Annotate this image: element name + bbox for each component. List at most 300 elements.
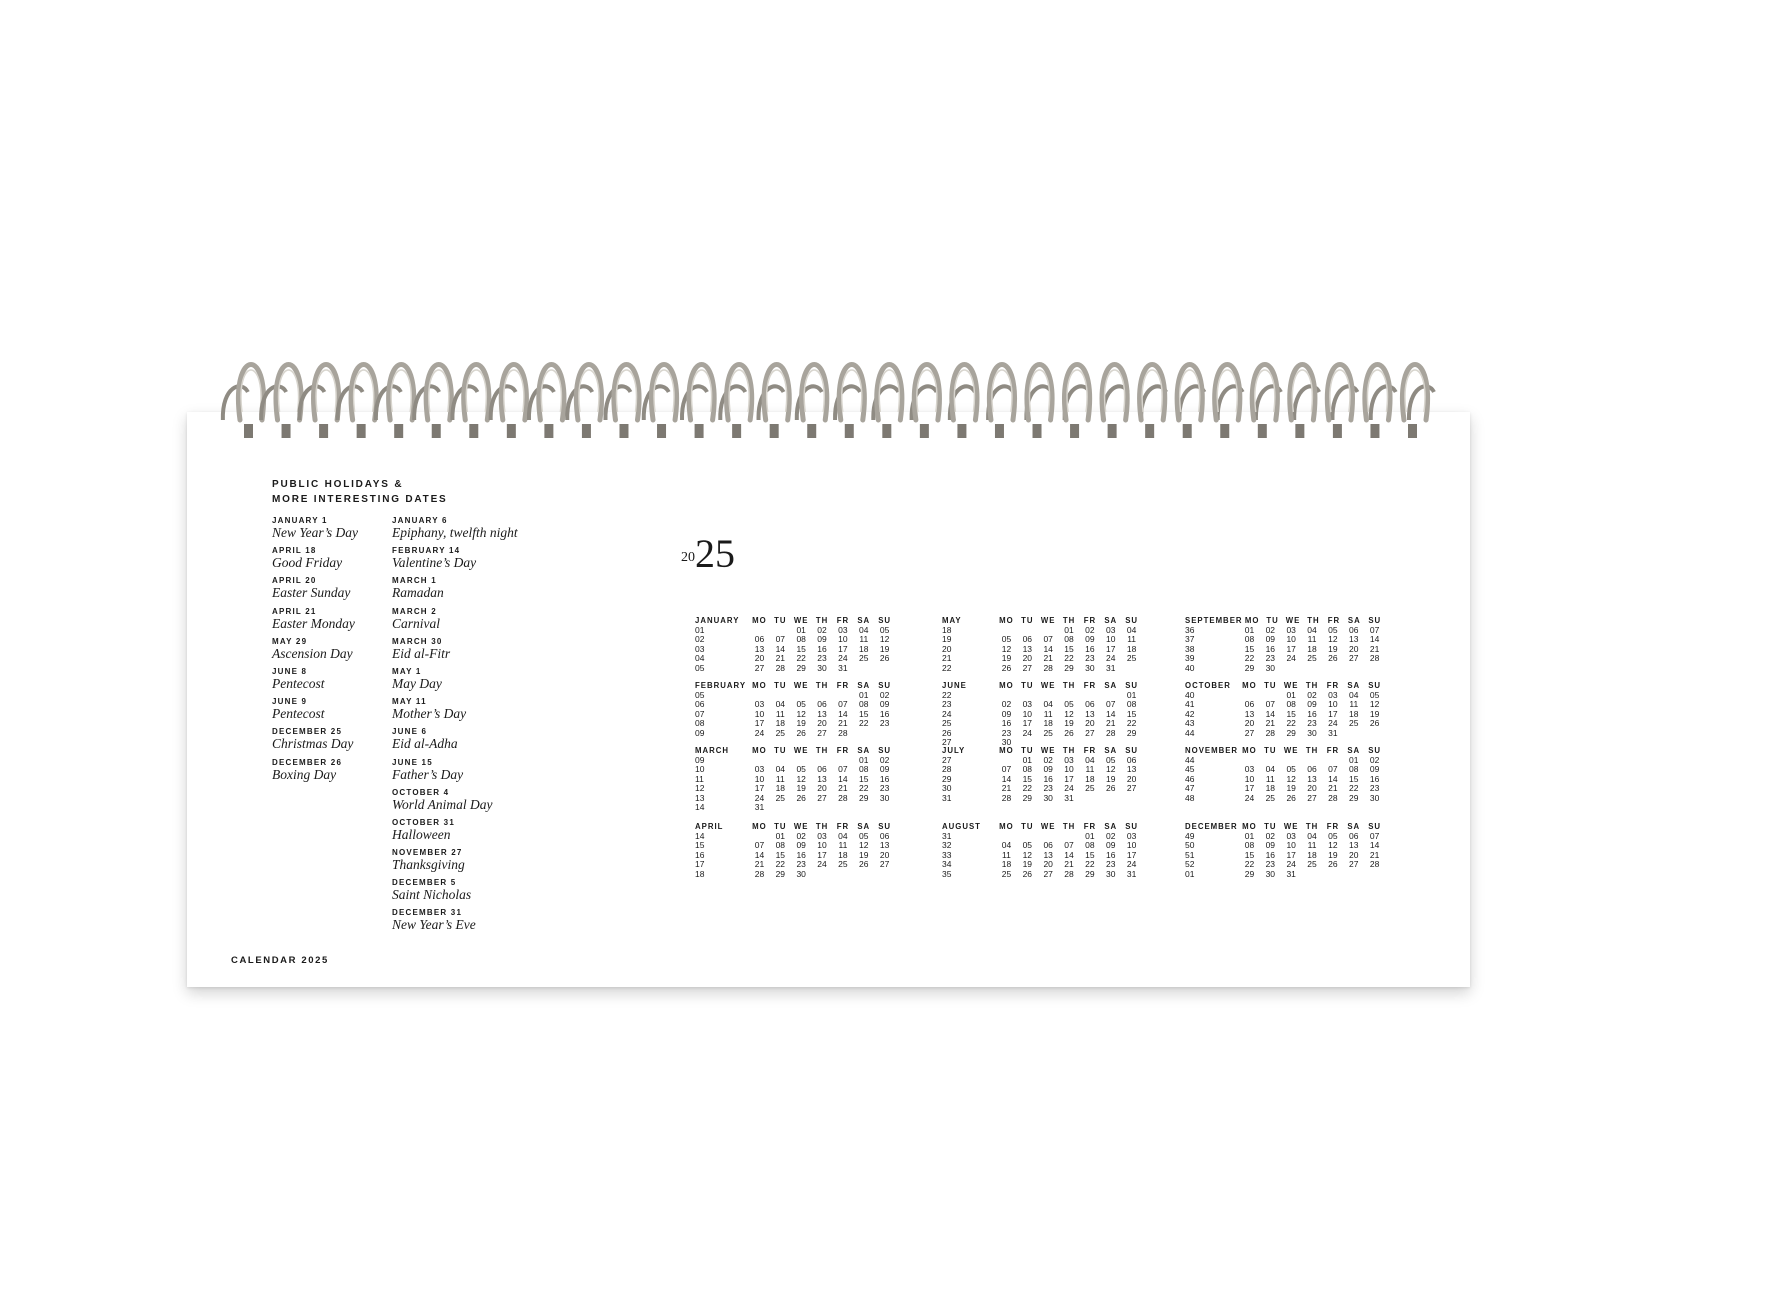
day-number: 22 bbox=[1126, 718, 1137, 728]
day-number: 08 bbox=[859, 699, 869, 709]
day-number: 18 bbox=[1307, 849, 1317, 860]
day-number: 10 bbox=[1064, 764, 1074, 774]
week-row bbox=[1185, 729, 1385, 739]
holiday-name: Easter Monday bbox=[272, 615, 355, 631]
day-number: 15 bbox=[1244, 643, 1255, 654]
day-number: 06 bbox=[754, 634, 765, 644]
holiday-entry bbox=[392, 667, 518, 697]
day-number: 14 bbox=[838, 773, 848, 784]
week-number: 18 bbox=[695, 868, 705, 879]
day-number: 27 bbox=[1307, 792, 1317, 803]
week-number: 03 bbox=[695, 643, 705, 654]
weekday-label: TU bbox=[1021, 746, 1034, 755]
day-number: 19 bbox=[1286, 783, 1296, 793]
day-number: 11 bbox=[1002, 849, 1011, 860]
day-number: 01 bbox=[1244, 830, 1255, 841]
week-number: 09 bbox=[695, 727, 705, 738]
holiday-name: May Day bbox=[392, 675, 442, 691]
day-number: 15 bbox=[1085, 849, 1095, 860]
day-number: 24 bbox=[754, 727, 765, 738]
day-number: 17 bbox=[838, 643, 848, 654]
day-number: 20 bbox=[1022, 653, 1033, 663]
weekday-label: TU bbox=[1266, 616, 1279, 625]
holiday-name: Halloween bbox=[392, 826, 451, 842]
day-number: 15 bbox=[796, 643, 806, 654]
day-number: 05 bbox=[879, 624, 890, 635]
day-number: 13 bbox=[879, 840, 890, 850]
day-number: 30 bbox=[1106, 868, 1116, 879]
weekday-label: MO bbox=[999, 681, 1014, 690]
weekday-label: WE bbox=[793, 746, 809, 755]
weekday-label: FR bbox=[836, 616, 850, 625]
day-number: 25 bbox=[1085, 783, 1095, 793]
day-number: 09 bbox=[796, 840, 806, 850]
holiday-name: Eid al-Fitr bbox=[392, 645, 451, 661]
day-number: 29 bbox=[1064, 662, 1074, 673]
day-number: 12 bbox=[1022, 849, 1033, 860]
holiday-date: APRIL 21 bbox=[272, 606, 317, 616]
week-number: 43 bbox=[1185, 718, 1195, 728]
weekday-label: TH bbox=[1305, 822, 1319, 831]
weekday-label: SA bbox=[1104, 616, 1118, 625]
weekday-label: WE bbox=[1285, 616, 1301, 625]
day-number: 07 bbox=[1064, 840, 1074, 850]
weekday-label: TH bbox=[1062, 681, 1076, 690]
week-number: 42 bbox=[1185, 708, 1195, 719]
day-number: 12 bbox=[859, 840, 869, 850]
week-number: 05 bbox=[695, 689, 705, 700]
day-number bbox=[853, 803, 874, 813]
day-number: 29 bbox=[1244, 662, 1255, 673]
day-number: 08 bbox=[1349, 764, 1359, 774]
day-number: 26 bbox=[1328, 859, 1338, 869]
day-number: 04 bbox=[1265, 764, 1276, 774]
day-number: 15 bbox=[1064, 643, 1074, 654]
month-name: JANUARY bbox=[695, 616, 740, 625]
month-header-row bbox=[942, 681, 1142, 691]
holiday-date: DECEMBER 31 bbox=[392, 908, 463, 918]
weekday-label: SU bbox=[1368, 746, 1382, 755]
week-number: 28 bbox=[942, 764, 952, 774]
day-number: 19 bbox=[796, 783, 806, 793]
holiday-entry bbox=[392, 576, 518, 606]
holiday-name: Eid al-Adha bbox=[392, 736, 458, 752]
day-number: 22 bbox=[859, 783, 869, 793]
day-number: 31 bbox=[1286, 868, 1296, 879]
day-number: 30 bbox=[1307, 727, 1317, 738]
year-suffix: 25 bbox=[695, 531, 735, 576]
holidays-title-line2: MORE INTERESTING DATES bbox=[272, 494, 448, 505]
day-number: 21 bbox=[838, 718, 848, 728]
week-number: 17 bbox=[695, 859, 705, 869]
weekday-label: WE bbox=[1283, 681, 1299, 690]
week-number: 21 bbox=[942, 653, 952, 663]
week-row bbox=[1185, 664, 1385, 674]
holiday-name: Ascension Day bbox=[272, 645, 353, 661]
weekday-label: WE bbox=[1283, 822, 1299, 831]
day-number: 02 bbox=[1307, 689, 1317, 700]
day-number: 03 bbox=[1064, 754, 1074, 765]
weekday-label: TU bbox=[1021, 681, 1034, 690]
day-number: 18 bbox=[1085, 773, 1095, 784]
day-number: 25 bbox=[1307, 859, 1317, 869]
week-number: 35 bbox=[942, 868, 952, 879]
month-february bbox=[695, 681, 895, 738]
weekday-label: SA bbox=[1104, 822, 1118, 831]
weekday-label: TU bbox=[1021, 822, 1034, 831]
month-june bbox=[942, 681, 1142, 748]
weekday-label: TH bbox=[815, 822, 829, 831]
day-number: 01 bbox=[775, 830, 786, 841]
holiday-name: Pentecost bbox=[272, 675, 325, 691]
week-number: 44 bbox=[1185, 727, 1195, 738]
day-number bbox=[1364, 870, 1385, 880]
day-number: 18 bbox=[1126, 643, 1137, 654]
day-number: 28 bbox=[1328, 792, 1338, 803]
day-number: 04 bbox=[1349, 689, 1359, 700]
day-number: 15 bbox=[859, 773, 869, 784]
week-number: 16 bbox=[695, 849, 705, 860]
day-number: 02 bbox=[1001, 699, 1012, 709]
day-number bbox=[853, 870, 874, 880]
day-number: 14 bbox=[1043, 643, 1053, 654]
weekday-label: FR bbox=[836, 681, 850, 690]
day-number: 06 bbox=[817, 699, 827, 709]
week-number: 08 bbox=[695, 718, 705, 728]
weekday-label: SA bbox=[1347, 822, 1361, 831]
weekday-label: FR bbox=[1326, 822, 1340, 831]
day-number: 28 bbox=[775, 662, 786, 673]
day-number: 20 bbox=[879, 849, 890, 860]
day-number: 23 bbox=[1369, 783, 1380, 793]
holiday-date: JANUARY 1 bbox=[272, 516, 328, 525]
day-number: 10 bbox=[754, 708, 765, 719]
day-number: 03 bbox=[817, 830, 827, 841]
day-number: 12 bbox=[1369, 699, 1380, 709]
day-number: 27 bbox=[879, 859, 890, 869]
holiday-date: APRIL 20 bbox=[272, 576, 317, 586]
day-number: 28 bbox=[1369, 653, 1380, 663]
day-number: 08 bbox=[1244, 840, 1255, 850]
day-number: 10 bbox=[1126, 840, 1137, 850]
month-name: NOVEMBER bbox=[1185, 746, 1239, 755]
holiday-name: Father’s Day bbox=[392, 766, 464, 782]
day-number: 21 bbox=[1064, 859, 1074, 869]
week-number: 33 bbox=[942, 849, 952, 860]
day-number: 23 bbox=[1307, 718, 1317, 728]
day-number: 16 bbox=[796, 849, 806, 860]
holiday-date: OCTOBER 31 bbox=[392, 817, 455, 827]
day-number: 25 bbox=[1265, 792, 1276, 803]
day-number: 23 bbox=[1001, 727, 1012, 738]
holiday-name: Boxing Day bbox=[272, 766, 337, 782]
weekday-label: SU bbox=[1368, 616, 1382, 625]
day-number: 04 bbox=[1126, 624, 1137, 635]
day-number: 02 bbox=[879, 754, 890, 765]
month-name: JUNE bbox=[942, 681, 967, 690]
holiday-entry bbox=[392, 818, 518, 848]
day-number: 14 bbox=[754, 849, 765, 860]
weekday-label: TU bbox=[1021, 616, 1034, 625]
weekday-label: TH bbox=[1062, 746, 1076, 755]
month-october bbox=[1185, 681, 1385, 738]
day-number: 07 bbox=[1001, 764, 1012, 774]
weekday-label: TU bbox=[774, 616, 787, 625]
day-number: 25 bbox=[775, 727, 786, 738]
holiday-date: JUNE 9 bbox=[272, 697, 308, 707]
holiday-entry bbox=[272, 637, 358, 667]
day-number: 04 bbox=[1307, 830, 1317, 841]
weekday-label: TH bbox=[1305, 746, 1319, 755]
day-number: 09 bbox=[1085, 634, 1095, 644]
day-number: 24 bbox=[838, 653, 848, 663]
day-number: 21 bbox=[838, 783, 848, 793]
weekday-label: MO bbox=[1242, 681, 1257, 690]
day-number bbox=[1364, 729, 1385, 739]
weekday-label: TH bbox=[815, 681, 829, 690]
day-number: 27 bbox=[1085, 727, 1095, 738]
day-number: 05 bbox=[796, 699, 806, 709]
day-number: 01 bbox=[1349, 754, 1359, 765]
day-number: 19 bbox=[879, 643, 890, 654]
day-number: 06 bbox=[1349, 830, 1359, 841]
week-number: 10 bbox=[695, 764, 705, 774]
day-number: 05 bbox=[1286, 764, 1296, 774]
day-number: 19 bbox=[1328, 849, 1338, 860]
day-number: 12 bbox=[796, 773, 806, 784]
day-number: 26 bbox=[1064, 727, 1074, 738]
week-number: 38 bbox=[1185, 643, 1195, 654]
day-number: 17 bbox=[1286, 643, 1296, 654]
day-number: 25 bbox=[859, 653, 869, 663]
day-number: 13 bbox=[1349, 840, 1359, 850]
day-number: 10 bbox=[838, 634, 848, 644]
week-number: 14 bbox=[695, 802, 705, 812]
holiday-entry bbox=[392, 788, 518, 818]
month-name: OCTOBER bbox=[1185, 681, 1231, 690]
day-number: 13 bbox=[1244, 708, 1255, 719]
day-number: 12 bbox=[1064, 708, 1074, 719]
day-number: 18 bbox=[775, 783, 786, 793]
day-number: 03 bbox=[1022, 699, 1033, 709]
week-number: 47 bbox=[1185, 783, 1195, 793]
day-number: 25 bbox=[1307, 653, 1317, 663]
day-number: 12 bbox=[1286, 773, 1296, 784]
day-number: 14 bbox=[775, 643, 786, 654]
day-number: 22 bbox=[859, 718, 869, 728]
weekday-label: WE bbox=[793, 681, 809, 690]
day-number: 24 bbox=[754, 792, 765, 803]
holiday-entry bbox=[272, 516, 358, 546]
day-number: 26 bbox=[1106, 783, 1116, 793]
day-number: 03 bbox=[1244, 764, 1255, 774]
day-number: 14 bbox=[1369, 634, 1380, 644]
week-number: 46 bbox=[1185, 773, 1195, 784]
day-number: 30 bbox=[817, 662, 827, 673]
day-number: 11 bbox=[775, 773, 785, 784]
weekday-label: WE bbox=[1040, 681, 1056, 690]
day-number: 28 bbox=[1265, 727, 1276, 738]
day-number: 22 bbox=[1085, 859, 1095, 869]
day-number bbox=[874, 664, 895, 674]
day-number: 20 bbox=[1085, 718, 1095, 728]
day-number: 18 bbox=[1307, 643, 1317, 654]
week-number: 26 bbox=[942, 727, 952, 738]
day-number: 26 bbox=[1328, 653, 1338, 663]
day-number: 29 bbox=[1286, 727, 1296, 738]
day-number: 24 bbox=[1286, 653, 1296, 663]
week-row bbox=[942, 870, 1142, 880]
holiday-date: JUNE 6 bbox=[392, 727, 428, 737]
day-number: 17 bbox=[1286, 849, 1296, 860]
holiday-entry bbox=[392, 727, 518, 757]
weekday-label: SA bbox=[1104, 681, 1118, 690]
holiday-name: Good Friday bbox=[272, 555, 343, 571]
day-number: 27 bbox=[1126, 783, 1137, 793]
day-number: 20 bbox=[1307, 783, 1317, 793]
weekday-label: MO bbox=[1244, 616, 1260, 625]
day-number: 26 bbox=[859, 859, 869, 869]
weekday-label: TH bbox=[1062, 822, 1076, 831]
weekday-label: FR bbox=[1083, 681, 1097, 690]
day-number: 30 bbox=[1001, 737, 1012, 747]
day-number: 13 bbox=[1085, 708, 1095, 719]
day-number: 16 bbox=[1369, 773, 1380, 784]
weekday-label: SU bbox=[878, 746, 892, 755]
weekday-label: FR bbox=[1083, 746, 1097, 755]
weekday-label: WE bbox=[1040, 746, 1056, 755]
day-number: 06 bbox=[1126, 754, 1137, 765]
day-number: 03 bbox=[1286, 830, 1296, 841]
day-number: 02 bbox=[1369, 754, 1380, 765]
day-number: 03 bbox=[754, 699, 765, 709]
day-number bbox=[874, 729, 895, 739]
month-name: FEBRUARY bbox=[695, 681, 747, 690]
day-number: 07 bbox=[1369, 624, 1380, 635]
weekday-label: SU bbox=[878, 822, 892, 831]
week-number: 25 bbox=[942, 718, 952, 728]
holiday-date: DECEMBER 5 bbox=[392, 878, 457, 888]
day-number: 16 bbox=[1001, 718, 1012, 728]
week-number: 34 bbox=[942, 859, 952, 869]
day-number: 07 bbox=[838, 764, 848, 774]
weekday-label: SU bbox=[878, 681, 892, 690]
day-number: 06 bbox=[1244, 699, 1255, 709]
day-number: 09 bbox=[817, 634, 827, 644]
day-number: 27 bbox=[1349, 859, 1359, 869]
weekday-label: TH bbox=[1062, 616, 1076, 625]
day-number: 23 bbox=[817, 653, 827, 663]
week-number: 36 bbox=[1185, 624, 1195, 635]
day-number: 13 bbox=[1126, 764, 1137, 774]
day-number bbox=[812, 870, 833, 880]
day-number: 12 bbox=[1001, 643, 1012, 654]
day-number: 10 bbox=[1244, 773, 1255, 784]
day-number: 19 bbox=[1106, 773, 1116, 784]
week-row bbox=[695, 729, 895, 739]
week-number: 49 bbox=[1185, 830, 1195, 841]
day-number: 05 bbox=[1064, 699, 1074, 709]
holiday-date: MARCH 30 bbox=[392, 636, 443, 646]
holidays-title-line1: PUBLIC HOLIDAYS & bbox=[272, 479, 404, 490]
day-number bbox=[770, 803, 791, 813]
day-number bbox=[1322, 664, 1343, 674]
holidays-title bbox=[272, 477, 448, 507]
day-number: 20 bbox=[817, 783, 827, 793]
holiday-date: OCTOBER 4 bbox=[392, 787, 450, 797]
day-number: 13 bbox=[1022, 643, 1033, 654]
day-number: 29 bbox=[1085, 868, 1095, 879]
month-name: DECEMBER bbox=[1185, 822, 1238, 831]
day-number: 28 bbox=[1001, 792, 1012, 803]
day-number: 21 bbox=[1328, 783, 1338, 793]
day-number: 26 bbox=[1369, 718, 1380, 728]
day-number: 06 bbox=[817, 764, 827, 774]
day-number: 01 bbox=[1244, 624, 1255, 635]
day-number: 16 bbox=[1265, 643, 1276, 654]
day-number: 25 bbox=[838, 859, 848, 869]
day-number: 20 bbox=[1349, 643, 1359, 654]
day-number: 21 bbox=[775, 653, 786, 663]
weekday-label: FR bbox=[1083, 822, 1097, 831]
day-number: 24 bbox=[817, 859, 827, 869]
weekday-label: WE bbox=[793, 822, 809, 831]
day-number bbox=[853, 729, 874, 739]
day-number: 03 bbox=[1126, 830, 1137, 841]
day-number: 27 bbox=[1022, 662, 1033, 673]
day-number: 08 bbox=[1064, 634, 1074, 644]
day-number: 12 bbox=[1328, 840, 1338, 850]
day-number: 02 bbox=[817, 624, 827, 635]
day-number: 21 bbox=[1265, 718, 1276, 728]
day-number: 19 bbox=[1064, 718, 1074, 728]
day-number: 05 bbox=[1328, 624, 1338, 635]
day-number: 28 bbox=[754, 868, 765, 879]
day-number: 23 bbox=[1265, 653, 1276, 663]
day-number bbox=[1322, 870, 1343, 880]
week-row bbox=[942, 794, 1142, 804]
weekday-label: MO bbox=[1242, 746, 1257, 755]
holiday-name: Christmas Day bbox=[272, 736, 354, 752]
week-number: 27 bbox=[942, 754, 952, 765]
week-number: 01 bbox=[695, 624, 705, 635]
day-number: 18 bbox=[1043, 718, 1053, 728]
day-number: 22 bbox=[1022, 783, 1033, 793]
day-number: 26 bbox=[879, 653, 890, 663]
day-number: 14 bbox=[1064, 849, 1074, 860]
day-number: 15 bbox=[859, 708, 869, 719]
weekday-label: SA bbox=[857, 822, 871, 831]
day-number: 22 bbox=[796, 653, 806, 663]
day-number: 28 bbox=[1369, 859, 1380, 869]
day-number: 23 bbox=[1265, 859, 1276, 869]
day-number: 24 bbox=[1106, 653, 1116, 663]
month-may bbox=[942, 616, 1142, 673]
holiday-date: MAY 11 bbox=[392, 697, 427, 707]
week-number: 40 bbox=[1185, 662, 1195, 673]
weekday-label: TH bbox=[1305, 681, 1319, 690]
day-number: 29 bbox=[1022, 792, 1033, 803]
holiday-date: JUNE 15 bbox=[392, 757, 433, 767]
holiday-entry bbox=[272, 758, 358, 788]
day-number bbox=[1302, 664, 1323, 674]
day-number: 03 bbox=[754, 764, 765, 774]
month-name: AUGUST bbox=[942, 822, 981, 831]
holiday-name: Epiphany, twelfth night bbox=[392, 525, 518, 540]
day-number bbox=[1079, 794, 1100, 804]
day-number: 18 bbox=[775, 718, 786, 728]
day-number: 21 bbox=[1369, 849, 1380, 860]
